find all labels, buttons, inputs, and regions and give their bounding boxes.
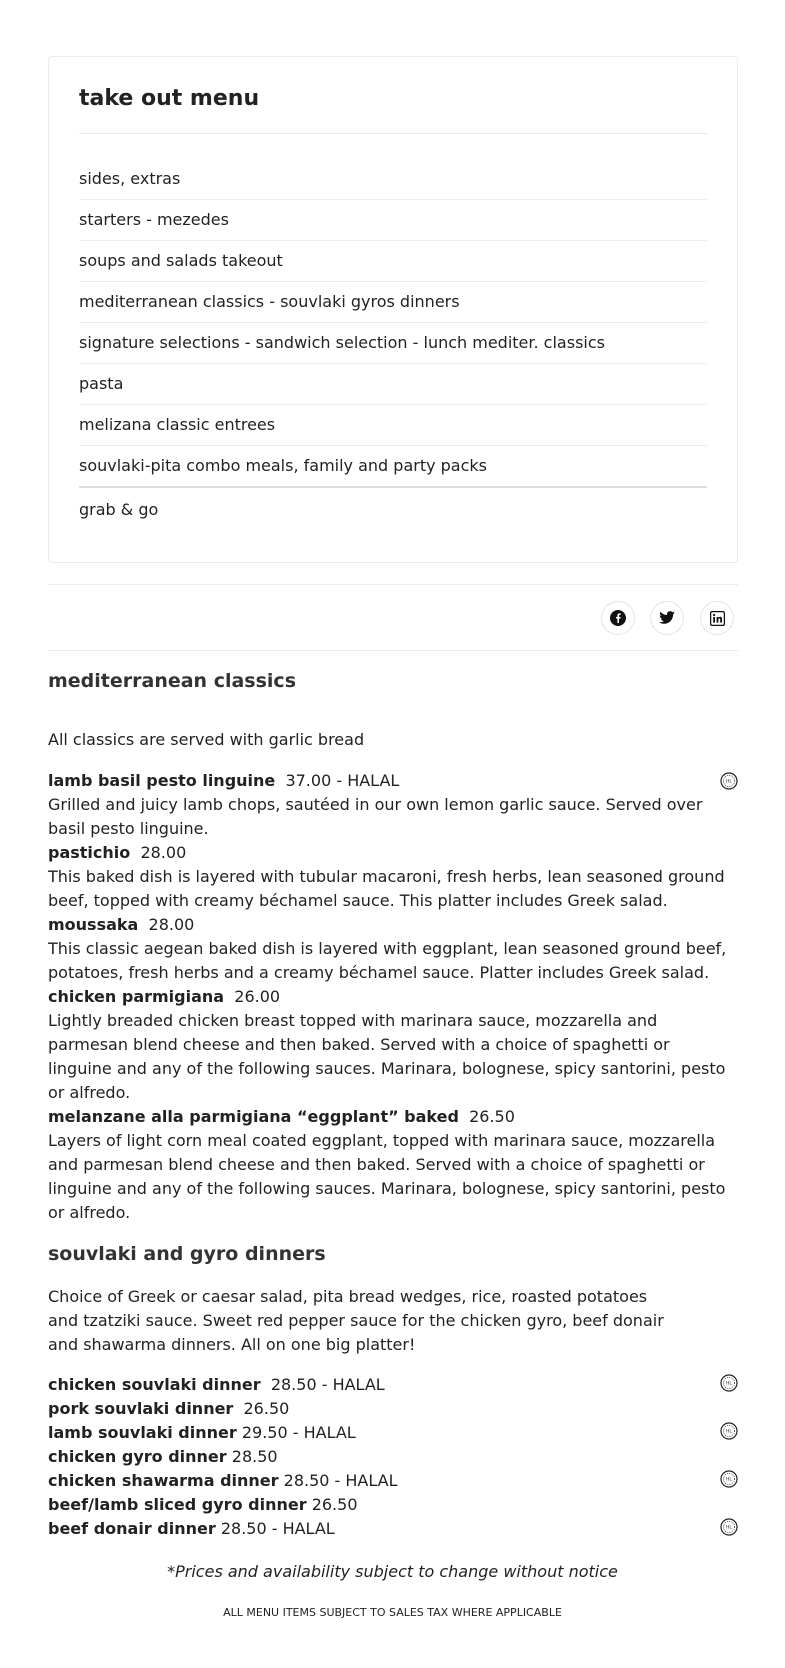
- dish-name: chicken souvlaki dinner: [48, 1375, 261, 1394]
- tax-notice: ALL MENU ITEMS SUBJECT TO SALES TAX WHERE APPLICABLE: [223, 1606, 562, 1619]
- souvlaki-section-title: souvlaki and gyro dinners: [48, 1243, 326, 1265]
- dish-price: 26.00: [234, 987, 281, 1006]
- halal-icon: [720, 1422, 738, 1440]
- dish-price: 28.50 - HALAL: [270, 1375, 385, 1394]
- menu-item-sides[interactable]: sides, extras: [79, 159, 707, 200]
- dish-name: lamb souvlaki dinner: [48, 1423, 237, 1442]
- souvlaki-intro-line: and shawarma dinners. All on one big platter!: [48, 1335, 416, 1354]
- dish-name: beef donair dinner: [48, 1519, 216, 1538]
- menu-item-grab-and-go[interactable]: grab & go: [79, 500, 159, 519]
- dish-title: [48, 913, 194, 937]
- dish-name: chicken parmigiana: [48, 987, 225, 1006]
- dish-price: 26.50: [243, 1399, 290, 1418]
- classics-section-title: mediterranean classics: [48, 670, 297, 692]
- dish-title: [48, 1517, 335, 1541]
- dish-name: chicken shawarma dinner: [48, 1471, 279, 1490]
- dish-title: [48, 1445, 278, 1469]
- dish-price: 26.50: [469, 1107, 515, 1126]
- linkedin-icon: [710, 611, 725, 626]
- menu-card: [48, 56, 738, 563]
- dish-price: 28.50 - HALAL: [220, 1519, 335, 1538]
- facebook-icon: [610, 610, 626, 626]
- svg-text:HL: HL: [726, 1429, 732, 1435]
- menu-item-combo-meals[interactable]: souvlaki-pita combo meals, family and party packs: [79, 446, 707, 488]
- dish-title: [48, 841, 186, 865]
- halal-icon: [720, 1374, 738, 1392]
- svg-text:HL: HL: [726, 1525, 732, 1531]
- menu-category-list: [79, 159, 707, 530]
- svg-text:HL: HL: [726, 779, 732, 785]
- dish-description: This baked dish is layered with tubular macaroni, fresh herbs, lean seasoned ground beef, topped with creamy béchamel sauce. This platter includes Greek salad.: [48, 867, 725, 910]
- dish-title: [48, 1421, 356, 1445]
- dish-price: 26.50: [311, 1495, 358, 1514]
- dish-name: beef/lamb sliced gyro dinner: [48, 1495, 307, 1514]
- souvlaki-intro-line: Choice of Greek or caesar salad, pita bread wedges, rice, roasted potatoes: [48, 1287, 648, 1306]
- dish-name: moussaka: [48, 915, 139, 934]
- dish-description: Layers of light corn meal coated eggplant, topped with marinara sauce, mozzarella and parmesan blend cheese and then baked. Served with a choice of spaghetti or linguine and any of the following sauces. Marinara, bolognese, spicy santorini, pesto or alfredo.: [48, 1131, 726, 1222]
- dish-title: [48, 1397, 289, 1421]
- dish-name: chicken gyro dinner: [48, 1447, 227, 1466]
- menu-item-melizana[interactable]: melizana classic entrees: [79, 405, 707, 446]
- menu-item-mediterranean-classics[interactable]: mediterranean classics - souvlaki gyros dinners: [79, 282, 707, 323]
- menu-item-signature-selections[interactable]: signature selections - sandwich selection - lunch mediter. classics: [79, 323, 707, 364]
- halal-icon: [720, 1518, 738, 1536]
- dish-name: melanzane alla parmigiana “eggplant” baked: [48, 1107, 459, 1126]
- dish-price: 37.00 - HALAL: [285, 771, 400, 790]
- facebook-share-button[interactable]: [601, 601, 635, 635]
- dish-price: 28.50 - HALAL: [283, 1471, 398, 1490]
- menu-title: take out menu: [79, 86, 260, 111]
- dish-price: 29.50 - HALAL: [241, 1423, 356, 1442]
- dish-price: 28.00: [148, 915, 195, 934]
- dish-title: [48, 769, 399, 793]
- dish-title: [48, 1105, 515, 1129]
- svg-text:HL: HL: [726, 1477, 732, 1483]
- menu-item-pasta[interactable]: pasta: [79, 364, 707, 405]
- title-divider: [79, 133, 707, 134]
- svg-text:HL: HL: [726, 1381, 732, 1387]
- dish-price: 28.00: [140, 843, 187, 862]
- menu-item-starters[interactable]: starters - mezedes: [79, 200, 707, 241]
- twitter-icon: [659, 611, 675, 625]
- twitter-share-button[interactable]: [650, 601, 684, 635]
- dish-name: pastichio: [48, 843, 131, 862]
- share-bar: [48, 584, 738, 651]
- dish-title: [48, 1469, 398, 1493]
- dish-price: 28.50: [231, 1447, 278, 1466]
- classics-intro: All classics are served with garlic bread: [48, 730, 365, 749]
- price-notice: *Prices and availability subject to change without notice: [167, 1562, 618, 1581]
- dish-name: lamb basil pesto linguine: [48, 771, 276, 790]
- halal-icon: [720, 772, 738, 790]
- dish-description: Grilled and juicy lamb chops, sautéed in our own lemon garlic sauce. Served over basil pesto linguine.: [48, 795, 703, 838]
- souvlaki-intro-line: and tzatziki sauce. Sweet red pepper sauce for the chicken gyro, beef donair: [48, 1311, 664, 1330]
- dish-title: [48, 985, 280, 1009]
- dish-title: [48, 1373, 385, 1397]
- dish-description: This classic aegean baked dish is layered with eggplant, lean seasoned ground beef, potatoes, fresh herbs and a creamy béchamel sauce. Platter includes Greek salad.: [48, 939, 727, 982]
- dish-title: [48, 1493, 358, 1517]
- halal-icon: [720, 1470, 738, 1488]
- linkedin-share-button[interactable]: [700, 601, 734, 635]
- dish-name: pork souvlaki dinner: [48, 1399, 234, 1418]
- menu-item-soups-salads[interactable]: soups and salads takeout: [79, 241, 707, 282]
- dish-description: Lightly breaded chicken breast topped with marinara sauce, mozzarella and parmesan blend cheese and then baked. Served with a choice of spaghetti or linguine and any of the following sauces. Marinara, bolognese, spicy santorini, pesto or alfredo.: [48, 1011, 726, 1102]
